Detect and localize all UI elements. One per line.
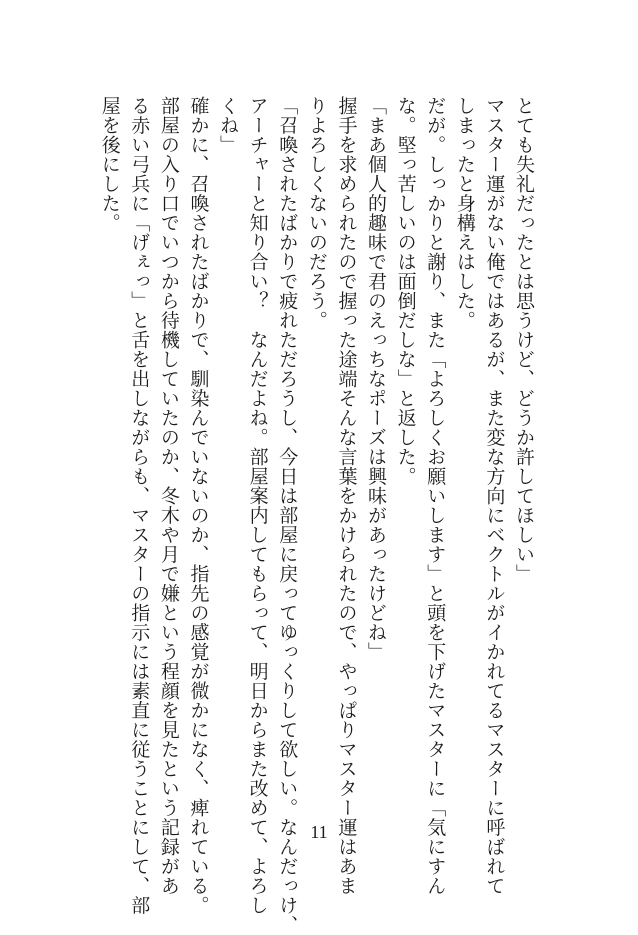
text-line: 握手を求められたので握った途端そんな言葉をかけられたので、やっぱりマスター運はあま: [335, 96, 358, 896]
text-line: だが。しっかりと謝り、また「よろしくお願いします」と頭を下げたマスターに「気にすん: [424, 96, 447, 896]
text-line: 屋を後にした。: [98, 96, 121, 233]
text-line: な。堅っ苦しいのは面倒だしな」と返した。: [394, 96, 417, 486]
text-line: 「召喚されたばかりで疲れただろうし、今日は部屋に戻ってゆっくりして欲しい。なんだっけ、: [276, 96, 299, 935]
text-line: しまったと身構えはした。: [453, 96, 476, 330]
text-line: 確かに、召喚されたばかりで、馴染んでいないのか、指先の感覚が微かになく、痺れている。: [187, 96, 210, 915]
page-number: 11: [310, 822, 328, 842]
text-line: マスター運がない俺ではあるが、また変な方向にベクトルがイかれてるマスターに呼ばれて: [483, 96, 506, 896]
text-line: くね」: [217, 96, 240, 155]
text-line: 「まあ個人的趣味で君のえっちなポーズは興味があったけどね」: [365, 96, 388, 662]
text-line: とても失礼だったとは思うけど、どうか許してほしい」: [513, 96, 535, 584]
text-line: りよろしくないのだろう。: [305, 96, 328, 330]
text-line: 部屋の入り口でいつから待機していたのか、冬木や月で嫌という程顔を見たという記録があ: [157, 96, 180, 896]
text-line: る赤い弓兵に「げぇっ」と舌を出しながらも、マスターの指示には素直に従うことにして、部: [128, 96, 151, 915]
text-line: アーチャーと知り合い？ なんだよね。部屋案内してもらって、明日からまた改めて、よろし: [246, 96, 269, 915]
